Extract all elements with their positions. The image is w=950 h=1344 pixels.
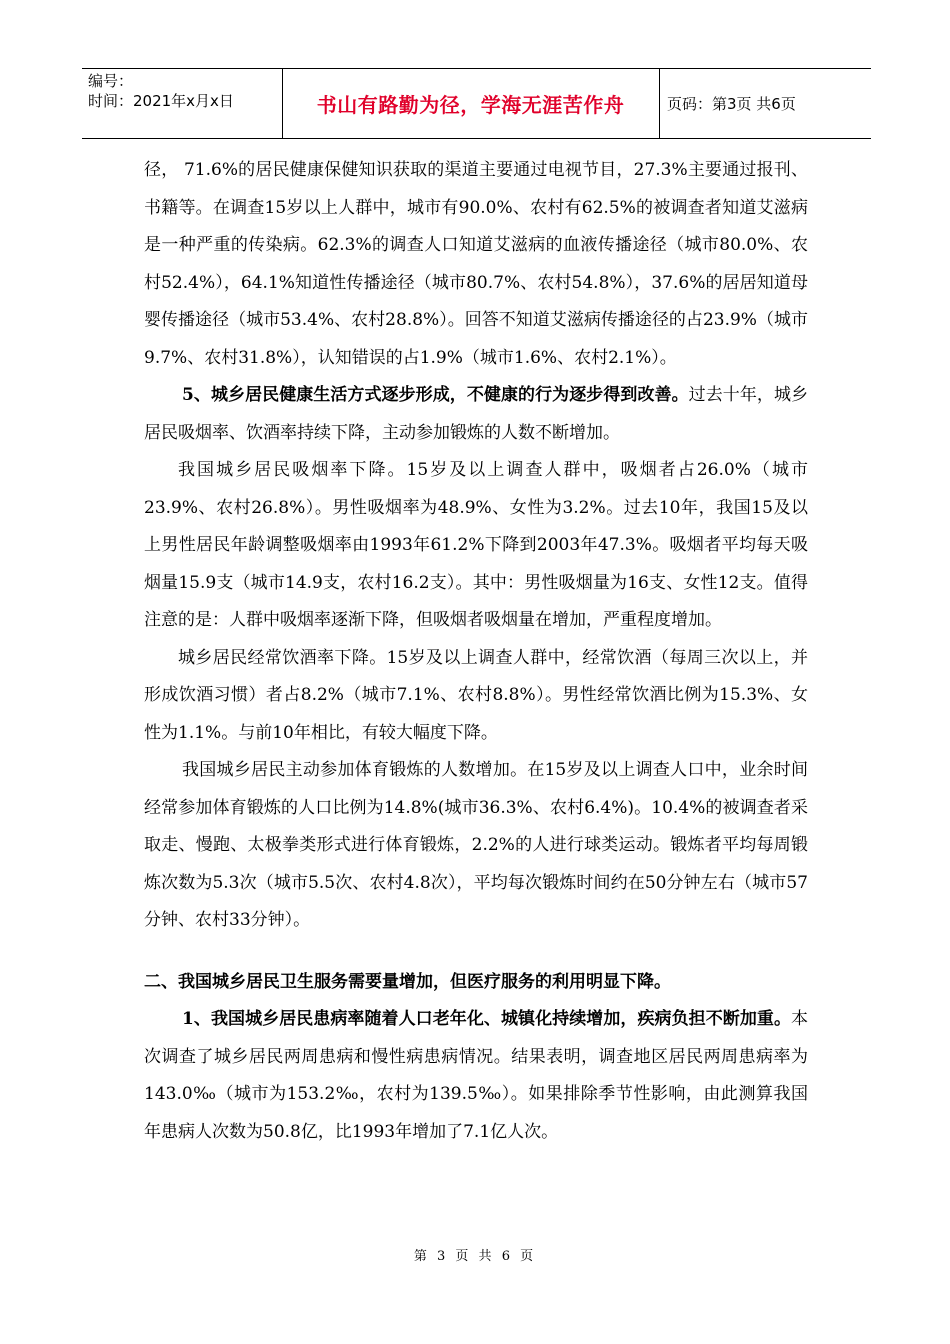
section-gap — [144, 940, 808, 964]
lifestyle-text: 过去十年，城乡居民吸烟率、饮酒率持续下降，主动参加锻炼的人数不断增加。 — [144, 385, 809, 443]
paragraph-exercise: 我国城乡居民主动参加体育锻炼的人数增加。在15岁及以上调查人口中，业余时间经常参加体育锻炼的人口比例为14.8%(城市36.3%、农村6.4%)。10.4%的被调查者采取走、慢跑、太极拳类形式进行体育锻炼，2.2%的人进行球类运动。锻炼者平均每周锻炼次数为5.3次（城市5.5次、农村4.8次），平均每次锻炼时间约在50分钟左右（城市57分钟、农村33分钟）。 — [144, 760, 808, 930]
paragraph-smoking: 我国城乡居民吸烟率下降。15岁及以上调查人群中，吸烟者占26.0%（城市23.9%、农村26.8%）。男性吸烟率为48.9%、女性为3.2%。过去10年，我国15及以上男性居民年龄调整吸烟率由1993年61.2%下降到2003年47.3%。吸烟者平均每天吸烟量15.9支（城市14.9支，农村16.2支）。其中：男性吸烟量为16支、女性12支。值得注意的是：人群中吸烟率逐渐下降，但吸烟者吸烟量在增加，严重程度增加。 — [144, 460, 808, 630]
header-meta-cell — [82, 69, 283, 138]
section-heading-2-text: 二、我国城乡居民卫生服务需要量增加，但医疗服务的利用明显下降。 — [144, 971, 671, 992]
lifestyle-heading: 5、城乡居民健康生活方式逐步形成，不健康的行为逐步得到改善。 — [182, 385, 689, 405]
paragraph-prevalence — [144, 1001, 808, 1151]
header-motto-cell — [282, 69, 660, 138]
section-heading-2 — [144, 964, 808, 1002]
prevalence-heading: 1、我国城乡居民患病率随着人口老年化、城镇化持续增加，疾病负担不断加重。 — [182, 1009, 791, 1029]
date-label: 时间：2021年x月x日 — [88, 92, 234, 110]
paragraph-lifestyle — [144, 377, 808, 452]
header-page-cell — [659, 69, 871, 138]
motto-text: 书山有路勤为径，学海无涯苦作舟 — [316, 93, 625, 117]
page-code: 页码：第3页 共6页 — [667, 95, 796, 113]
number-label: 编号： — [88, 72, 134, 90]
page-footer: 第 3 页 共 6 页 — [413, 1249, 537, 1264]
document-body — [144, 152, 808, 1151]
paragraph-drinking: 城乡居民经常饮酒率下降。15岁及以上调查人群中，经常饮酒（每周三次以上，并形成饮酒习惯）者占8.2%（城市7.1%、农村8.8%）。男性经常饮酒比例为15.3%、女性为1.1%。与前10年相比，有较大幅度下降。 — [144, 647, 808, 743]
page-header — [82, 68, 871, 139]
prevalence-text: 本次调查了城乡居民两周患病和慢性病患病情况。结果表明，调查地区居民两周患病率为143.0‰（城市为153.2‰，农村为139.5‰）。如果排除季节性影响，由此测算我国年患病人次数为50.8亿，比1993年增加了7.1亿人次。 — [144, 1009, 808, 1142]
paragraph-aids-knowledge: 径， 71.6%的居民健康保健知识获取的渠道主要通过电视节目，27.3%主要通过报刊、书籍等。在调查15岁以上人群中，城市有90.0%、农村有62.5%的被调查者知道艾滋病是一种严重的传染病。62.3%的调查人口知道艾滋病的血液传播途径（城市80.0%、农村52.4%），64.1%知道性传播途径（城市80.7%、农村54.8%），37.6%的居居知道母婴传播途径（城市53.4%、农村28.8%）。回答不知道艾滋病传播途径的占23.9%（城市9.7%、农村31.8%），认知错误的占1.9%（城市1.6%、农村2.1%）。 — [144, 160, 808, 368]
